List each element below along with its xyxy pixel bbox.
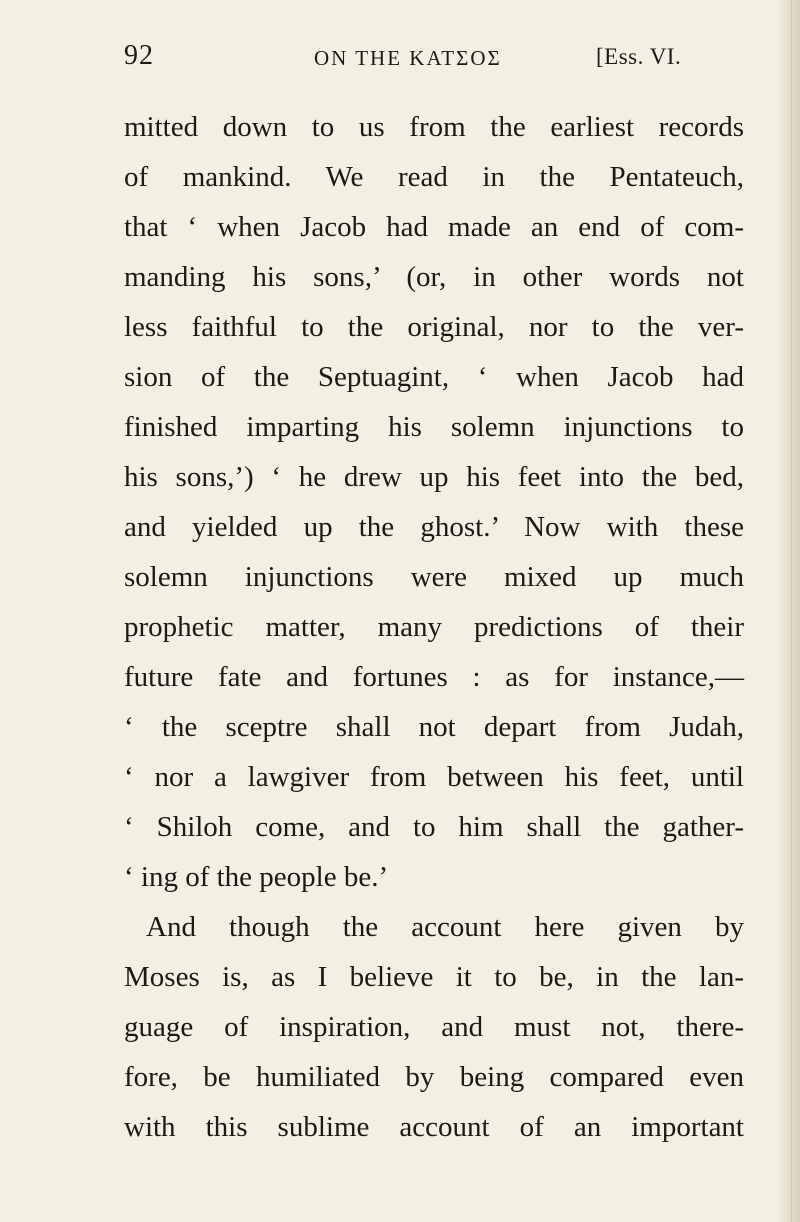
- page-edge-shadow: [778, 0, 800, 1222]
- text-line: manding his sons,’ (or, in other words not: [124, 261, 744, 293]
- text-line: his sons,’) ‘ he drew up his feet into the bed,: [124, 461, 744, 493]
- text-line: and yielded up the ghost.’ Now with these: [124, 511, 744, 543]
- text-line: of mankind. We read in the Pentateuch,: [124, 161, 744, 193]
- page-number: 92: [124, 40, 154, 71]
- text-line: solemn injunctions were mixed up much: [124, 561, 744, 593]
- text-line: ‘ ing of the people be.’: [124, 861, 389, 893]
- text-line: ‘ Shiloh come, and to him shall the gather-: [124, 811, 744, 843]
- text-line: that ‘ when Jacob had made an end of com-: [124, 211, 744, 243]
- text-line: fore, be humiliated by being compared even: [124, 1061, 744, 1093]
- page-edge-line: [791, 0, 792, 1222]
- body-text: [124, 102, 744, 1152]
- section-label: [Ess. VI.: [596, 44, 682, 69]
- text-line: with this sublime account of an important: [124, 1111, 744, 1143]
- running-head: [0, 36, 800, 76]
- text-line: ‘ the sceptre shall not depart from Judah,: [124, 711, 744, 743]
- paragraph-start-line: And though the account here given by: [146, 911, 744, 943]
- text-line: Moses is, as I believe it to be, in the lan-: [124, 961, 744, 993]
- text-line: ‘ nor a lawgiver from between his feet, until: [124, 761, 744, 793]
- text-line: less faithful to the original, nor to the ver-: [124, 311, 744, 343]
- text-line: prophetic matter, many predictions of their: [124, 611, 744, 643]
- text-line: mitted down to us from the earliest records: [124, 111, 744, 143]
- text-line: future fate and fortunes : as for instance,—: [124, 661, 744, 693]
- text-line: finished imparting his solemn injunctions to: [124, 411, 744, 443]
- running-title: ON THE KATΣOΣ: [314, 46, 502, 70]
- text-line: guage of inspiration, and must not, there-: [124, 1011, 744, 1043]
- text-line: sion of the Septuagint, ‘ when Jacob had: [124, 361, 744, 393]
